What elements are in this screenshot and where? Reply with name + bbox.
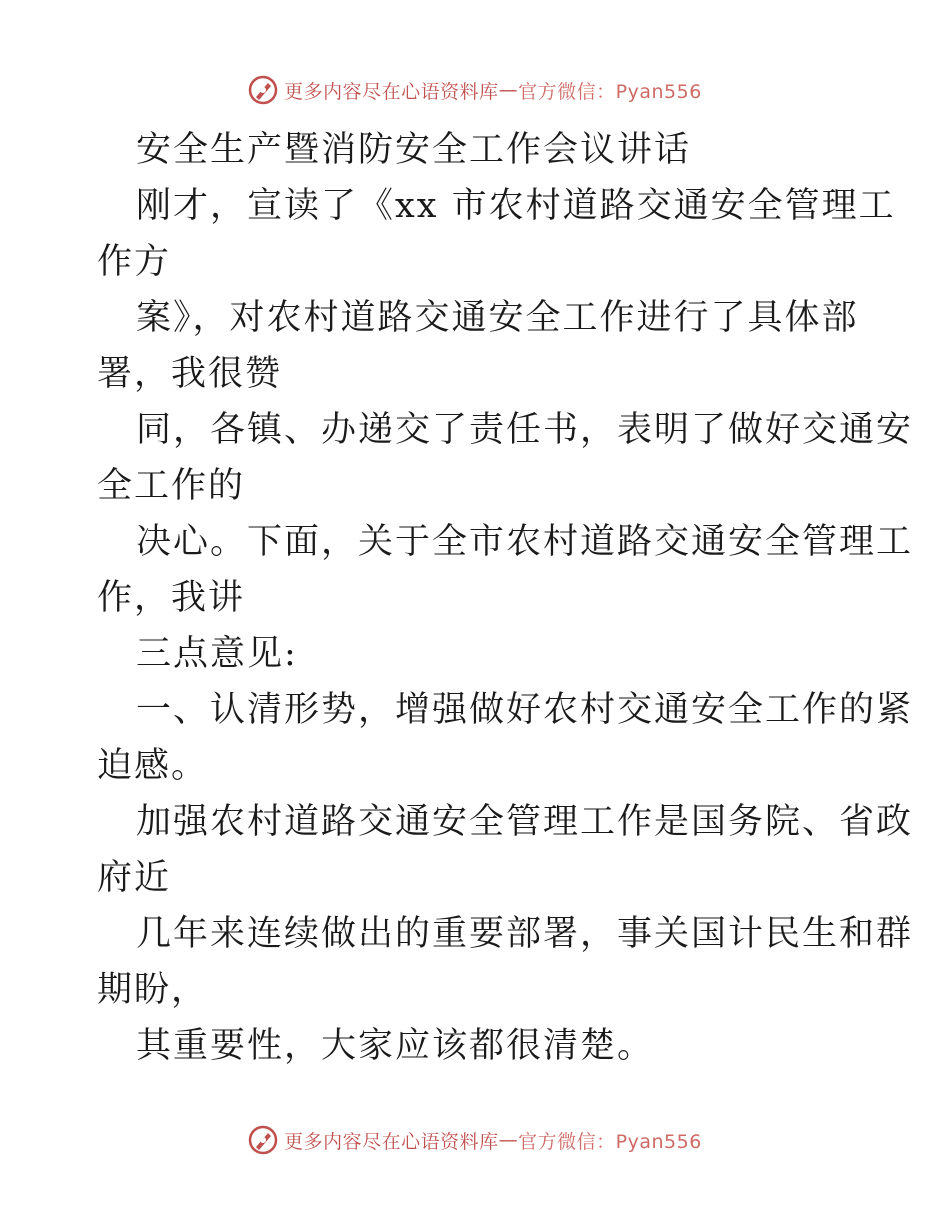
paragraph-line: 作，我讲 [97, 578, 246, 618]
paragraph-line: 同，各镇、办递交了责任书，表明了做好交通安 [136, 410, 914, 450]
section-heading: 一、认清形势，增强做好农村交通安全工作的紧 [136, 690, 914, 730]
paragraph-line: 其重要性，大家应该都很清楚。 [136, 1026, 655, 1066]
paragraph-line: 三点意见: [136, 634, 298, 674]
paragraph-line: 几年来连续做出的重要部署，事关国计民生和群 [136, 914, 914, 954]
paragraph-line: 署，我很赞 [97, 354, 283, 394]
banner-separator: — [498, 79, 519, 101]
paragraph-line: 作方 [97, 242, 172, 282]
paragraph-line: 期盼， [97, 970, 209, 1010]
paragraph-line: 刚才，宣读了《xx 市农村道路交通安全管理工 [136, 186, 896, 226]
paragraph-line: 全工作的 [97, 466, 246, 506]
banner-text: 更多内容尽在心语资料库 [284, 80, 499, 103]
banner-text: 更多内容尽在心语资料库 [284, 1130, 499, 1153]
document-title: 安全生产暨消防安全工作会议讲话 [136, 130, 692, 170]
banner-separator: — [498, 1129, 519, 1151]
header-watermark-banner [0, 70, 950, 110]
pen-logo-icon [248, 1125, 278, 1155]
paragraph-line: 决心。下面，关于全市农村道路交通安全管理工 [136, 522, 914, 562]
document-body [97, 122, 914, 1074]
paragraph-line: 案》，对农村道路交通安全工作进行了具体部 [136, 298, 859, 338]
section-heading-continued: 迫感。 [97, 746, 209, 786]
banner-wechat: 官方微信：Pyan556 [518, 1130, 702, 1153]
pen-logo-icon [248, 75, 278, 105]
footer-watermark-banner [0, 1120, 950, 1160]
banner-wechat: 官方微信：Pyan556 [518, 80, 702, 103]
paragraph-line: 府近 [97, 858, 172, 898]
paragraph-line: 加强农村道路交通安全管理工作是国务院、省政 [136, 802, 914, 842]
